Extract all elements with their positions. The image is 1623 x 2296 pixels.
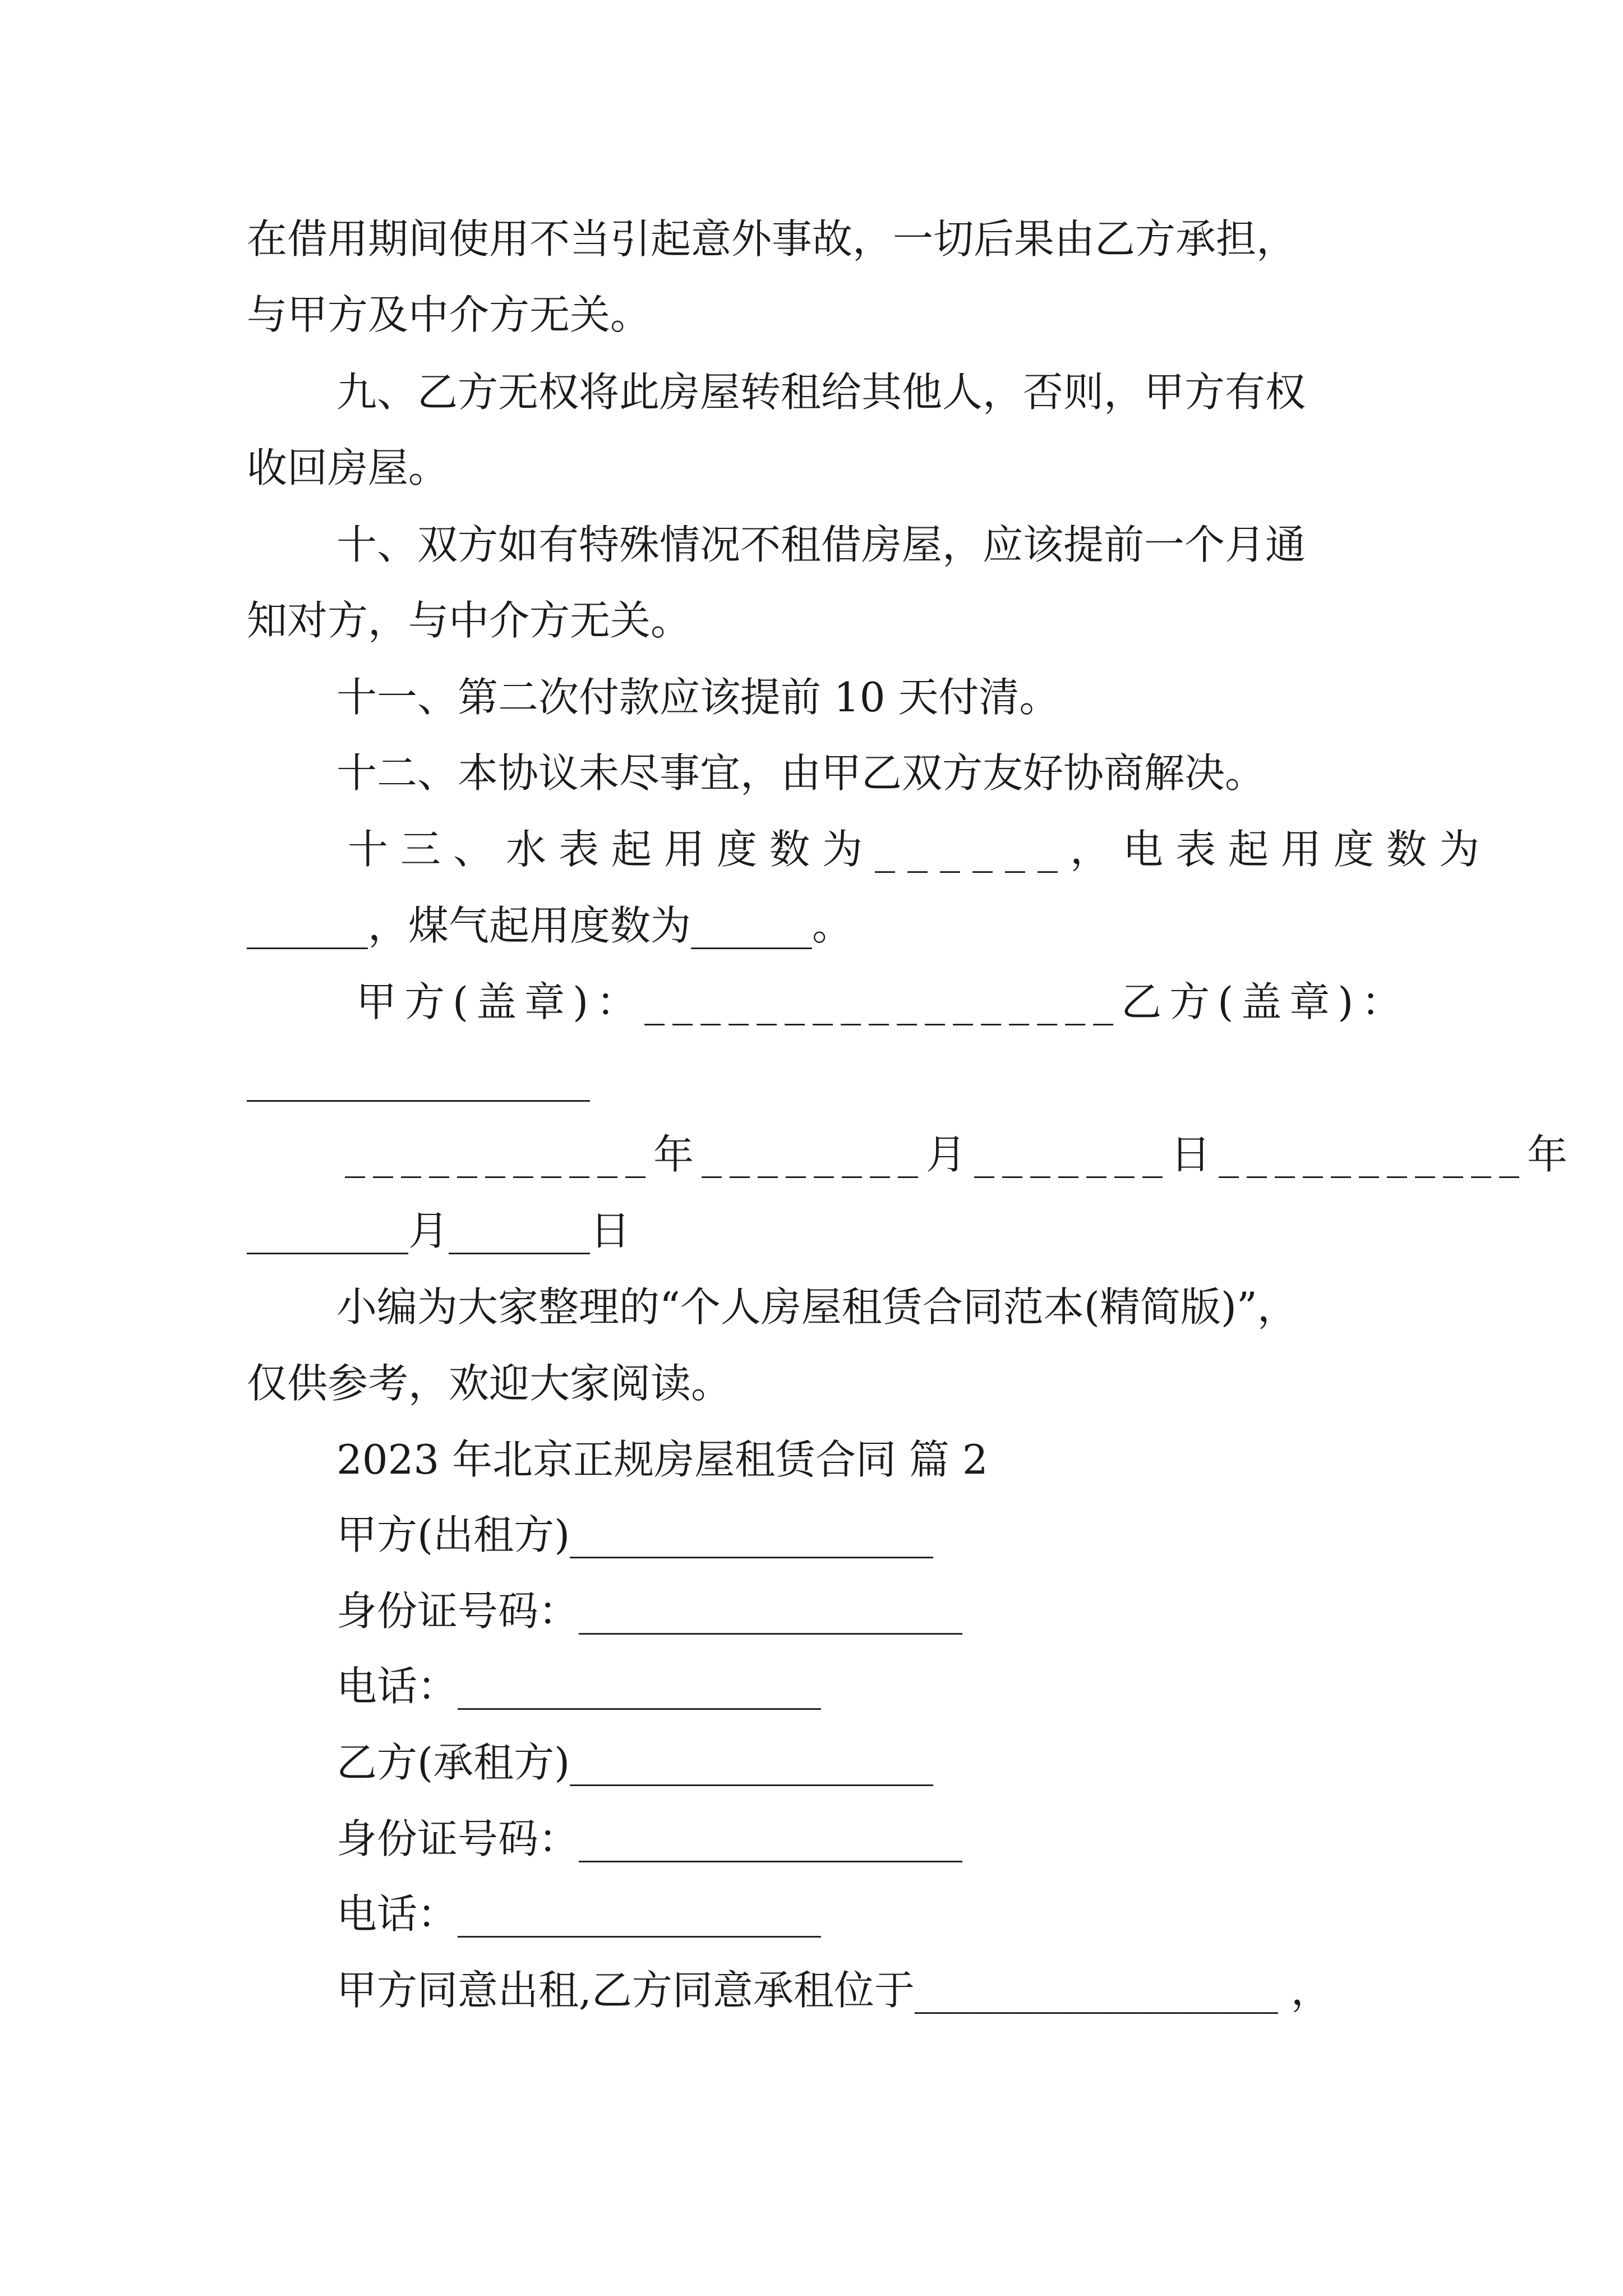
field-line: 身份证号码：___________________	[336, 1588, 963, 1635]
text-line: 十三、水表起用度数为______，电表起用度数为	[348, 826, 1492, 873]
date-line: ___________年________月_______日___________年	[345, 1131, 1575, 1178]
field-line: 乙方(承租方)__________________	[336, 1739, 934, 1786]
field-line: 电话：__________________	[336, 1663, 822, 1710]
text-line: 收回房屋。	[247, 444, 449, 491]
text-line: 小编为大家整理的“个人房屋租赁合同范本(精简版)”，	[336, 1283, 1298, 1331]
text-line: 十、双方如有特殊情况不租借房屋，应该提前一个月通	[336, 521, 1306, 568]
field-line: 身份证号码：___________________	[336, 1815, 963, 1862]
date-line: ________月_______日	[247, 1207, 630, 1254]
field-line: 甲方(出租方)__________________	[336, 1511, 934, 1558]
text-line: 十一、第二次付款应该提前 10 天付清。	[336, 674, 1060, 721]
section-heading: 2023 年北京正规房屋租赁合同 篇 2	[336, 1436, 988, 1483]
text-line: 与甲方及中介方无关。	[247, 291, 651, 338]
text-line: 知对方，与中介方无关。	[247, 597, 691, 644]
text-line: 十二、本协议未尽事宜，由甲乙双方友好协商解决。	[336, 749, 1266, 797]
field-line: 电话：__________________	[336, 1890, 822, 1938]
text-line: _________________	[247, 1055, 590, 1102]
text-line: 九、乙方无权将此房屋转租给其他人，否则，甲方有权	[336, 369, 1306, 416]
text-line: 在借用期间使用不当引起意外事故，一切后果由乙方承担，	[247, 215, 1297, 263]
text-line: 仅供参考，欢迎大家阅读。	[247, 1360, 732, 1407]
signature-line: 甲方(盖章)：_________________乙方(盖章)：	[356, 978, 1410, 1025]
text-line: ______，煤气起用度数为______。	[247, 902, 853, 949]
text-line: 甲方同意出租,乙方同意承租位于__________________ ，	[336, 1967, 1331, 2014]
